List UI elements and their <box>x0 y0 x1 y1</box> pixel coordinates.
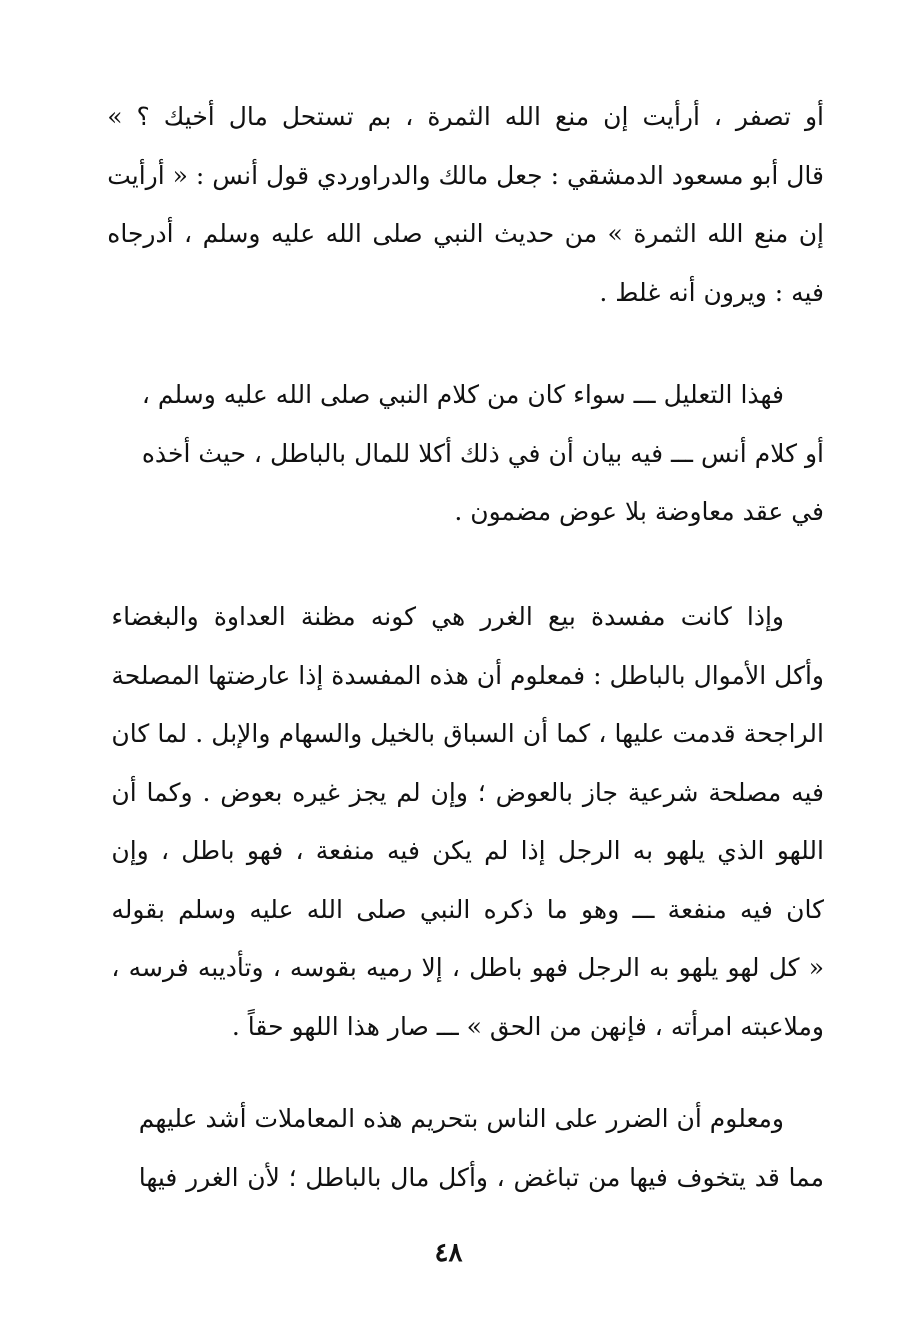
paragraph-3 <box>111 588 824 1056</box>
text-line: قال أبو مسعود الدمشقي : جعل مالك والدراوردي قول أنس : « أرأيت <box>107 160 824 190</box>
text-line: فيه : ويرون أنه غلط . <box>599 277 824 307</box>
text-line: في عقد معاوضة بلا عوض مضمون . <box>454 497 824 526</box>
paragraph-4 <box>139 1090 824 1207</box>
text-line: إن منع الله الثمرة » من حديث النبي صلى الله عليه وسلم ، أدرجاه <box>107 219 824 248</box>
text-line: وإذا كانت مفسدة بيع الغرر هي كونه مظنة العداوة والبغضاء <box>111 602 784 631</box>
text-line: وملاعبته امرأته ، فإنهن من الحق » ـــ صار هذا اللهو حقاً . <box>231 1011 824 1041</box>
text-line: أو تصفر ، أرأيت إن منع الله الثمرة ، بم تستحل مال أخيك ؟ » <box>107 102 824 131</box>
text-line: كان فيه منفعة ـــ وهو ما ذكره النبي صلى الله عليه وسلم بقوله <box>111 894 824 924</box>
text-line: فيه مصلحة شرعية جاز بالعوض ؛ وإن لم يجز غيره بعوض . وكما أن <box>111 777 824 807</box>
text-line: وأكل الأموال بالباطل : فمعلوم أن هذه المفسدة إذا عارضتها المصلحة <box>111 660 824 690</box>
text-line: ومعلوم أن الضرر على الناس بتحريم هذه المعاملات أشد عليهم <box>138 1104 784 1133</box>
page-number: ٤٨ <box>434 1238 463 1268</box>
text-line: فهذا التعليل ـــ سواء كان من كلام النبي صلى الله عليه وسلم ، <box>141 380 784 409</box>
text-line: « كل لهو يلهو به الرجل فهو باطل ، إلا رميه بقوسه ، وتأديبه فرسه ، <box>111 953 824 982</box>
paragraph-1 <box>107 88 824 322</box>
text-line: الراجحة قدمت عليها ، كما أن السباق بالخيل والسهام والإبل . لما كان <box>111 719 824 748</box>
paragraph-2 <box>142 366 824 542</box>
text-line: مما قد يتخوف فيها من تباغض ، وأكل مال بالباطل ؛ لأن الغرر فيها <box>138 1162 824 1192</box>
text-line: أو كلام أنس ـــ فيه بيان أن في ذلك أكلا للمال بالباطل ، حيث أخذه <box>141 438 824 468</box>
text-line: اللهو الذي يلهو به الرجل إذا لم يكن فيه منفعة ، فهو باطل ، وإن <box>111 836 824 865</box>
